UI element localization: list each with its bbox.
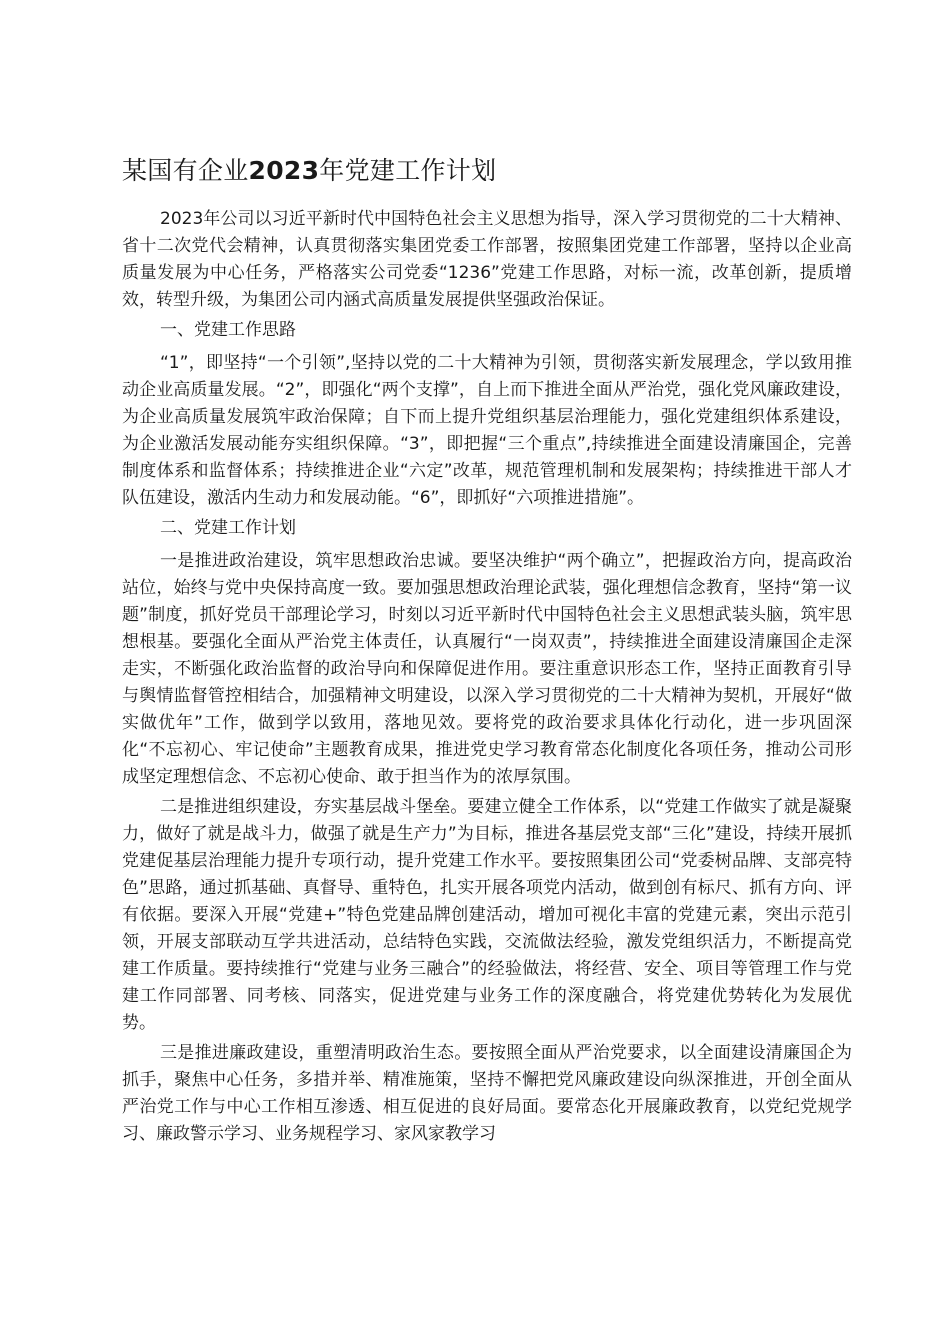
plan-item-3-paragraph: 三是推进廉政建设，重塑清明政治生态。要按照全面从严治党要求，以全面建设清廉国企为抓手，聚焦中心任务，多措并举、精准施策，坚持不懈把党风廉政建设向纵深推进，开创全面从严治党工作与中心工作相互渗透、相互促进的良好局面。要常态化开展廉政教育，以党纪党规学习、廉政警示学习、业务规程学习、家风家教学习 <box>122 1043 852 1144</box>
intro-paragraph: 2023年公司以习近平新时代中国特色社会主义思想为指导，深入学习贯彻党的二十大精神、省十二次党代会精神，认真贯彻落实集团党委工作部署，按照集团党建工作部署，坚持以企业高质量发展为中心任务，严格落实公司党委“1236”党建工作思路，对标一流，改革创新，提质增效，转型升级，为集团公司内涵式高质量发展提供坚强政治保证。 <box>122 209 852 310</box>
section-1-paragraph: “1”，即坚持“一个引领”,坚持以党的二十大精神为引领，贯彻落实新发展理念，学以致用推动企业高质量发展。“2”，即强化“两个支撑”，自上而下推进全面从严治党，强化党风廉政建设，为企业高质量发展筑牢政治保障；自下而上提升党组织基层治理能力，强化党建组织体系建设，为企业激活发展动能夯实组织保障。“3”，即把握“三个重点”,持续推进全面建设清廉国企，完善制度体系和监督体系；持续推进企业“六定”改革，规范管理机制和发展架构；持续推进干部人才队伍建设，激活内生动力和发展动能。“6”，即抓好“六项推进措施”。 <box>122 353 852 508</box>
plan-item-1-paragraph: 一是推进政治建设，筑牢思想政治忠诚。要坚决维护“两个确立”，把握政治方向，提高政治站位，始终与党中央保持高度一致。要加强思想政治理论武装，强化理想信念教育，坚持“第一议题”制度，抓好党员干部理论学习，时刻以习近平新时代中国特色社会主义思想武装头脑，筑牢思想根基。要强化全面从严治党主体责任，认真履行“一岗双责”，持续推进全面建设清廉国企走深走实，不断强化政治监督的政治导向和保障促进作用。要注重意识形态工作，坚持正面教育引导与舆情监督管控相结合，加强精神文明建设，以深入学习贯彻党的二十大精神为契机，开展好“做实做优年”工作，做到学以致用，落地见效。要将党的政治要求具体化行动化，进一步巩固深化“不忘初心、牢记使命”主题教育成果，推进党史学习教育常态化制度化各项任务，推动公司形成坚定理想信念、不忘初心使命、敢于担当作为的浓厚氛围。 <box>122 551 852 787</box>
title-suffix: 年党建工作计划 <box>319 156 497 185</box>
plan-item-2-paragraph: 二是推进组织建设，夯实基层战斗堡垒。要建立健全工作体系，以“党建工作做实了就是凝聚力，做好了就是战斗力，做强了就是生产力”为目标，推进各基层党支部“三化”建设，持续开展抓党建促基层治理能力提升专项行动，提升党建工作水平。要按照集团公司“党委树品牌、支部亮特色”思路，通过抓基础、真督导、重特色，扎实开展各项党内活动，做到创有标尺、抓有方向、评有依据。要深入开展“党建+”特色党建品牌创建活动，增加可视化丰富的党建元素，突出示范引领，开展支部联动互学共进活动，总结特色实践，交流做法经验，激发党组织活力，不断提高党建工作质量。要持续推行“党建与业务三融合”的经验做法，将经营、安全、项目等管理工作与党建工作同部署、同考核、同落实，促进党建与业务工作的深度融合，将党建优势转化为发展优势。 <box>122 797 852 1033</box>
section-heading-2: 二、党建工作计划 <box>160 518 296 538</box>
section-heading-1: 一、党建工作思路 <box>160 320 296 340</box>
document-title <box>122 150 496 192</box>
title-year: 2023 <box>248 156 320 185</box>
title-prefix: 某国有企业 <box>122 156 249 185</box>
document-body <box>122 206 852 1151</box>
